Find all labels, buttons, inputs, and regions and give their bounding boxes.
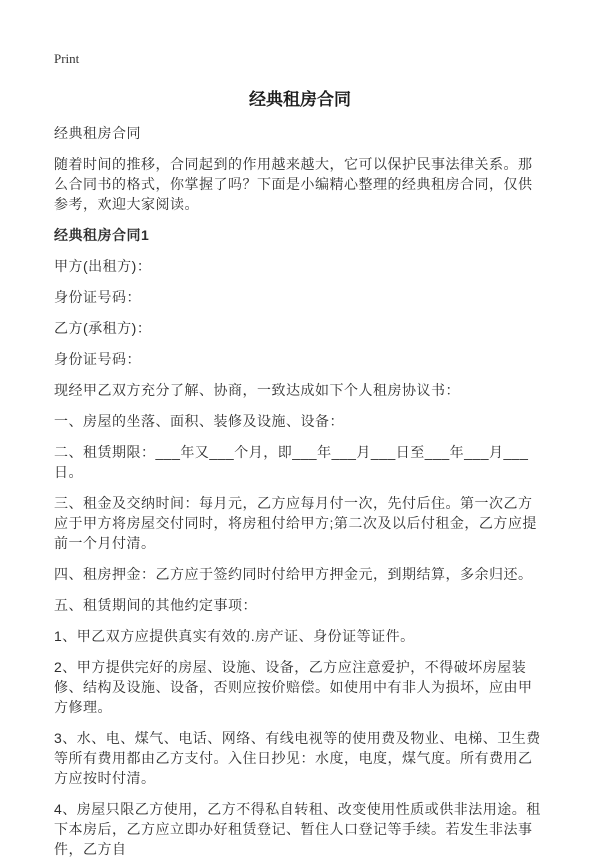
document-body — [54, 123, 546, 859]
paragraph: 乙方(承租方)： — [54, 320, 152, 336]
paragraph: 经典租房合同 — [54, 125, 141, 141]
paragraph: 现经甲乙双方充分了解、协商，一致达成如下个人租房协议书： — [54, 382, 460, 398]
paragraph: 随着时间的推移，合同起到的作用越来越大，它可以保护民事法律关系。那么合同书的格式，你掌握了吗？下面是小编精心整理的经典租房合同，仅供参考，欢迎大家阅读。 — [54, 156, 533, 212]
paragraph: 1、甲乙双方应提供真实有效的.房产证、身份证等证件。 — [54, 628, 415, 644]
paragraph: 4、房屋只限乙方使用，乙方不得私自转租、改变使用性质或供非法用途。租下本房后，乙方应立即办好租赁登记、暂住人口登记等手续。若发生非法事件，乙方自 — [54, 801, 541, 857]
paragraph: 四、租房押金：乙方应于签约同时付给甲方押金元，到期结算，多余归还。 — [54, 566, 533, 582]
paragraph: 身份证号码： — [54, 289, 141, 305]
paragraph: 3、水、电、煤气、电话、网络、有线电视等的使用费及物业、电梯、卫生费等所有费用都由乙方支付。入住日抄见：水度，电度，煤气度。所有费用乙方应按时付清。 — [54, 730, 541, 786]
print-link[interactable]: Print — [54, 51, 80, 66]
paragraph: 二、租赁期限：___年又___个月，即___年___月___日至___年___月___日。 — [54, 444, 529, 480]
paragraph: 一、房屋的坐落、面积、装修及设施、设备： — [54, 413, 344, 429]
paragraph: 2、甲方提供完好的房屋、设施、设备，乙方应注意爱护，不得破坏房屋装修、结构及设施、设备，否则应按价赔偿。如使用中有非人为损坏，应由甲方修理。 — [54, 659, 533, 715]
paragraph: 五、租赁期间的其他约定事项： — [54, 597, 257, 613]
section-heading: 经典租房合同1 — [54, 227, 150, 243]
page-title: 经典租房合同 — [249, 90, 351, 109]
paragraph: 三、租金及交纳时间：每月元，乙方应每月付一次，先付后住。第一次乙方应于甲方将房屋交付同时，将房租付给甲方;第二次及以后付租金，乙方应提前一个月付清。 — [54, 495, 537, 551]
paragraph: 甲方(出租方)： — [54, 258, 152, 274]
paragraph: 身份证号码： — [54, 351, 141, 367]
